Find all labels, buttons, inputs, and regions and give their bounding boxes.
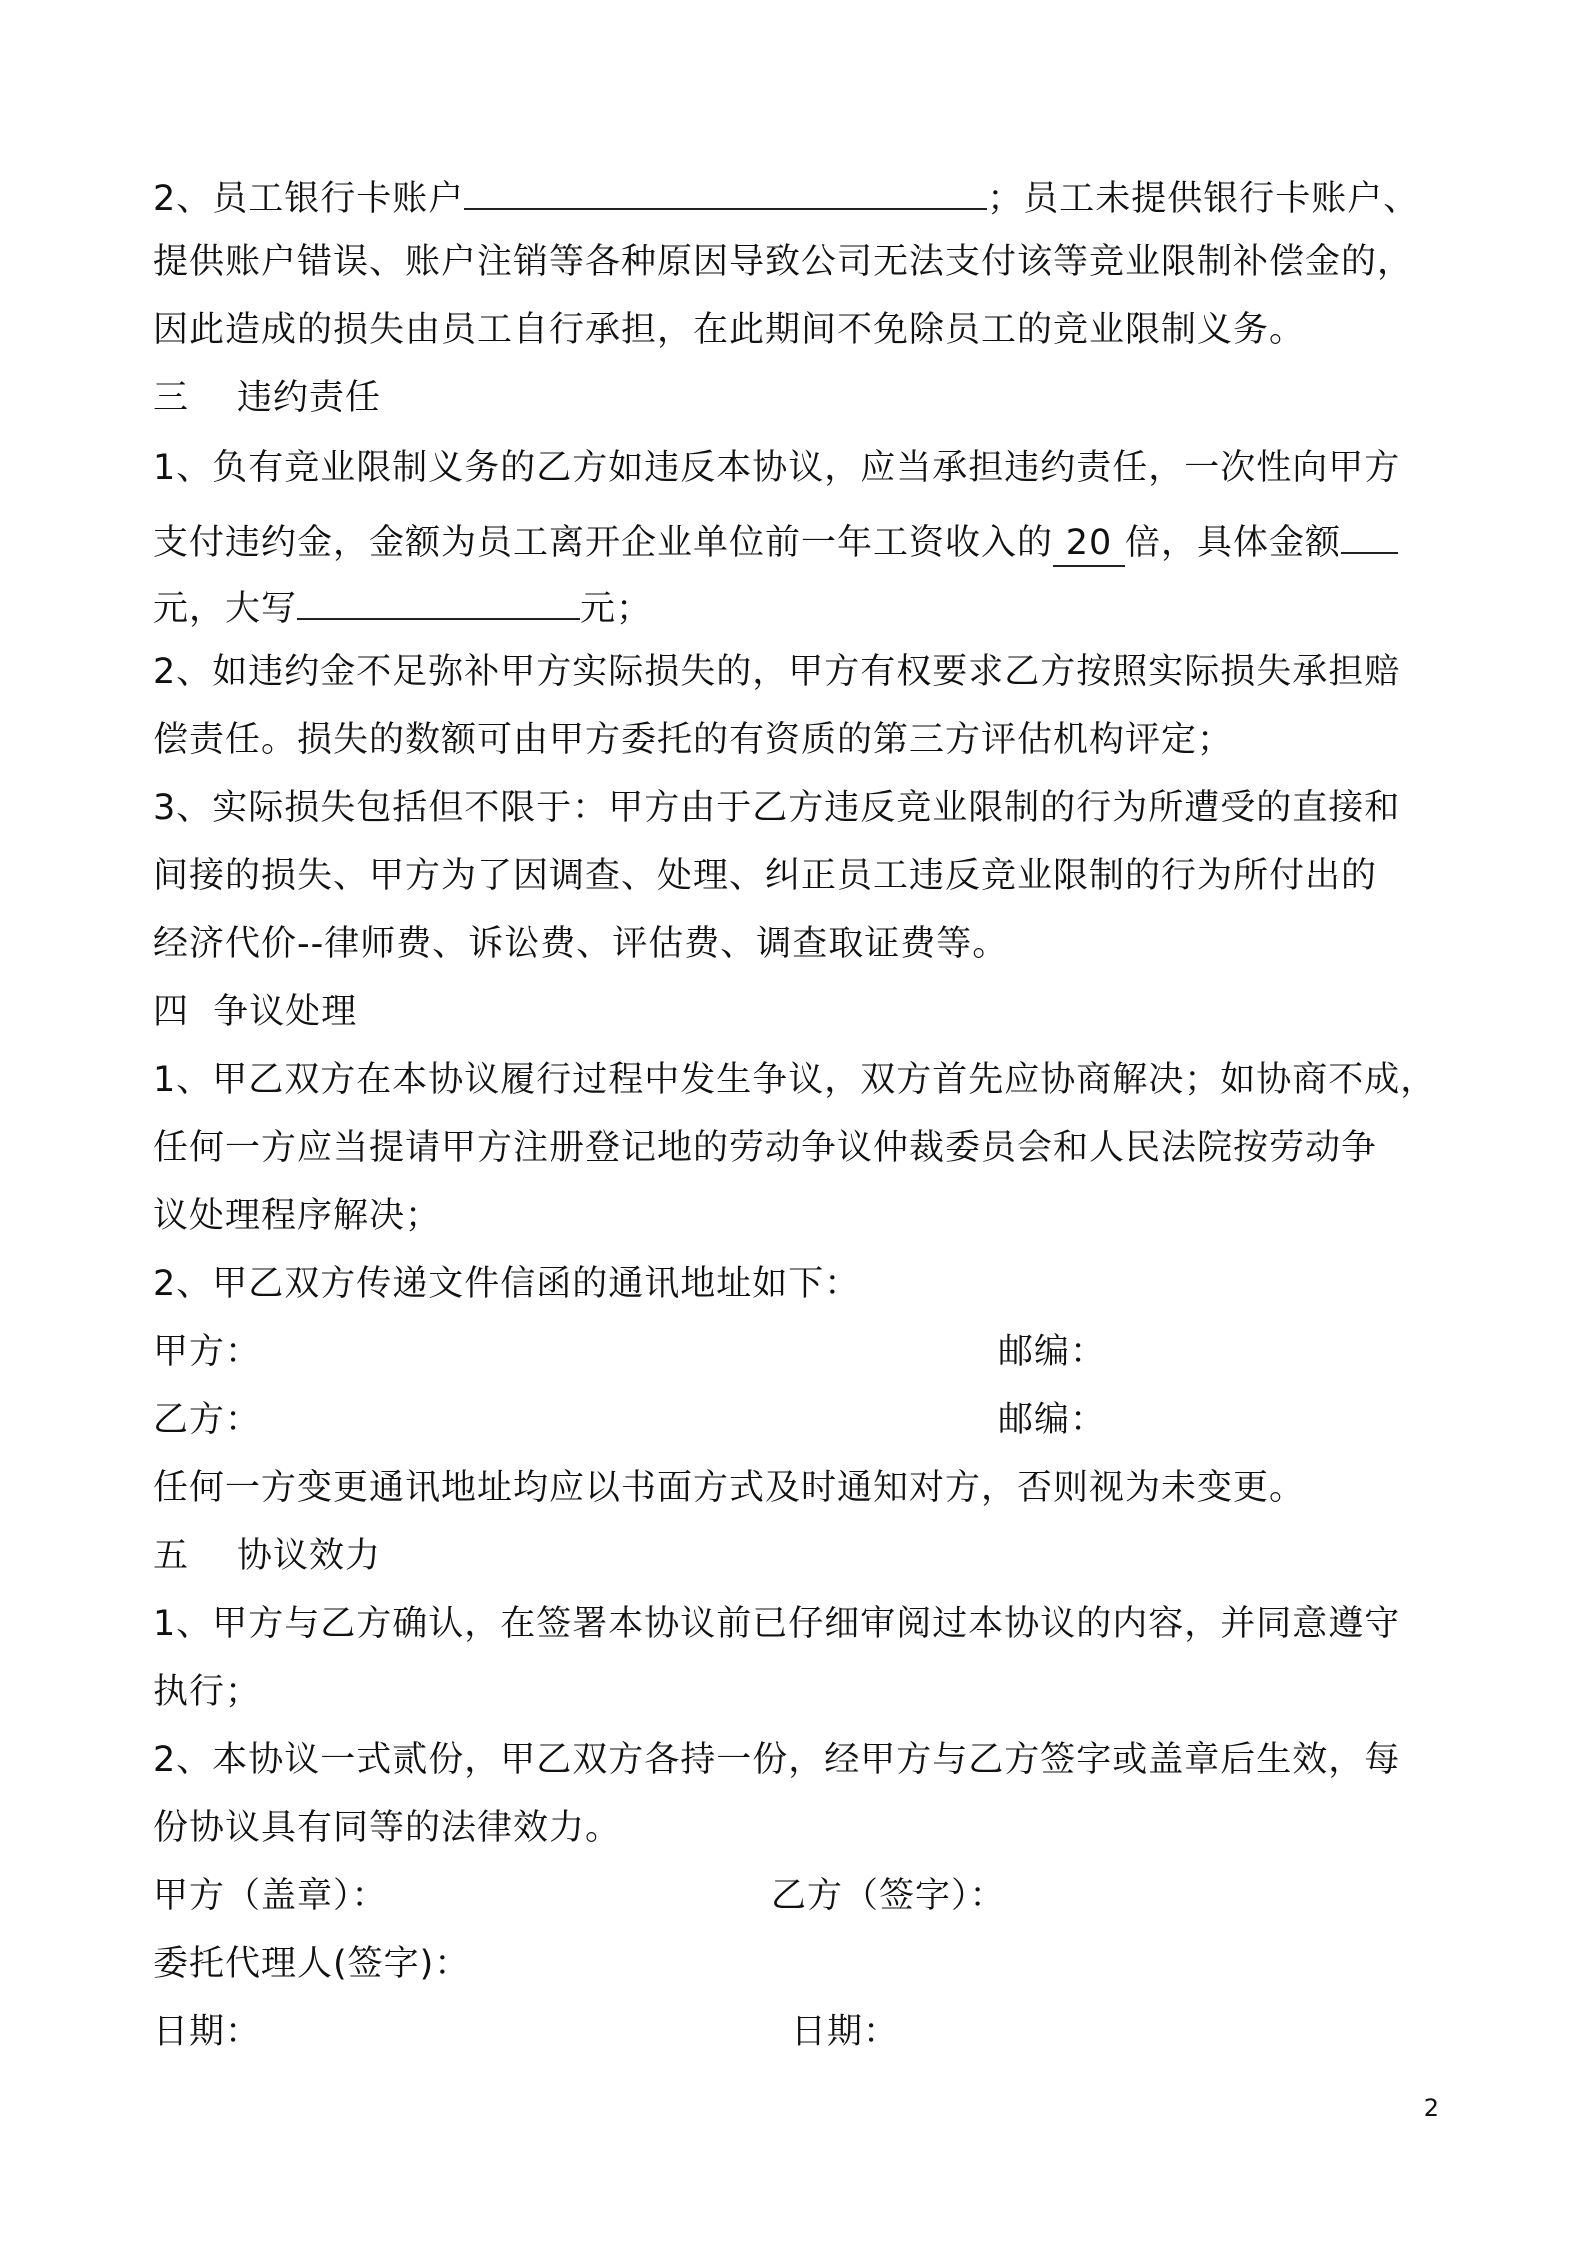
clause3-1-line1: 1、负有竞业限制义务的乙方如违反本协议，应当承担违约责任，一次性向甲方: [153, 448, 1401, 488]
section2-line1: [153, 172, 1419, 221]
clause4-1-line2: 任何一方应当提请甲方注册登记地的劳动争议仲裁委员会和人民法院按劳动争: [153, 1128, 1378, 1168]
amount-words-blank: [297, 582, 580, 620]
multiplier-blank: 20: [1053, 521, 1125, 567]
clause3-3-line2: 间接的损失、甲方为了因调查、处理、纠正员工违反竞业限制的行为所付出的: [153, 856, 1378, 896]
party-b-zip-label: 邮编：: [998, 1400, 1107, 1440]
heading-number: 五: [153, 1536, 190, 1576]
section2-line3: 因此造成的损失由员工自行承担，在此期间不免除员工的竞业限制义务。: [153, 310, 1306, 350]
party-b-date-label: 日期：: [791, 2012, 900, 2052]
heading-title: 违约责任: [237, 378, 382, 418]
clause3-3-line1: 3、实际损失包括但不限于：甲方由于乙方违反竞业限制的行为所遭受的直接和: [153, 788, 1401, 828]
section2-line2: 提供账户错误、账户注销等各种原因导致公司无法支付该等竞业限制补偿金的，: [153, 242, 1414, 282]
heading-4: 四 争议处理: [153, 992, 358, 1032]
text: 元；: [580, 589, 653, 629]
party-a-date-label: 日期：: [153, 2012, 262, 2052]
clause3-2-line1: 2、如违约金不足弥补甲方实际损失的，甲方有权要求乙方按照实际损失承担赔: [153, 652, 1401, 692]
heading-5: [153, 1534, 381, 1578]
heading-title: 协议效力: [237, 1536, 382, 1576]
clause4-2: 2、甲乙双方传递文件信函的通讯地址如下：: [153, 1264, 861, 1304]
amount-blank: [1341, 516, 1398, 554]
clause3-1-line2: [153, 516, 1398, 567]
text: ；员工未提供银行卡账户、: [987, 179, 1420, 219]
agent-signature-label: 委托代理人(签字)：: [153, 1944, 471, 1984]
party-b-signature-label: 乙方（签字）：: [771, 1876, 1006, 1916]
heading-number: 三: [153, 378, 190, 418]
party-a-zip-label: 邮编：: [998, 1332, 1107, 1372]
clause5-1-line1: 1、甲方与乙方确认，在签署本协议前已仔细审阅过本协议的内容，并同意遵守: [153, 1604, 1401, 1644]
text: 支付违约金，金额为员工离开企业单位前一年工资收入的: [153, 523, 1054, 563]
clause3-2-line2: 偿责任。损失的数额可由甲方委托的有资质的第三方评估机构评定；: [153, 720, 1234, 760]
clause5-2-line2: 份协议具有同等的法律效力。: [153, 1808, 622, 1848]
party-b-address-label: 乙方：: [153, 1400, 262, 1440]
bank-account-blank: [464, 172, 987, 210]
text: 倍，具体金额: [1125, 523, 1342, 563]
heading-3: [153, 376, 381, 420]
text: 2、员工银行卡账户: [153, 179, 465, 219]
party-a-seal-label: 甲方（盖章）：: [153, 1876, 388, 1916]
clause4-1-line3: 议处理程序解决；: [153, 1196, 442, 1236]
party-a-address-label: 甲方：: [153, 1332, 262, 1372]
page-number: 2: [1423, 2094, 1439, 2122]
text: 元，大写: [153, 589, 298, 629]
clause4-1-line1: 1、甲乙双方在本协议履行过程中发生争议，双方首先应协商解决；如协商不成，: [153, 1060, 1437, 1100]
clause5-1-line2: 执行；: [153, 1672, 262, 1712]
clause5-2-line1: 2、本协议一式贰份，甲乙双方各持一份，经甲方与乙方签字或盖章后生效，每: [153, 1740, 1401, 1780]
clause3-3-line3: 经济代价--律师费、诉讼费、评估费、调查取证费等。: [153, 924, 1009, 964]
address-change-note: 任何一方变更通讯地址均应以书面方式及时通知对方，否则视为未变更。: [153, 1468, 1306, 1508]
clause3-1-line3: [153, 582, 652, 631]
